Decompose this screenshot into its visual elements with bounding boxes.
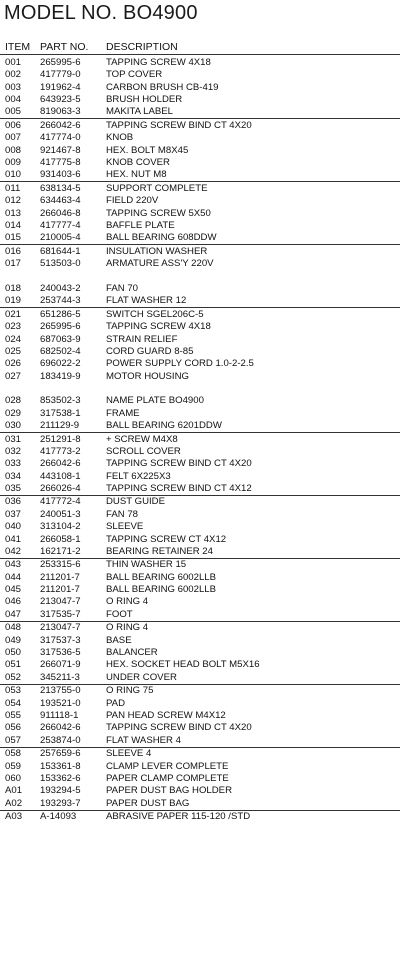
part-description: BALL BEARING 6002LLB (106, 584, 217, 595)
part-description: ARMATURE ASS'Y 220V (106, 258, 214, 269)
part-number: 251291-8 (40, 434, 81, 445)
table-row (0, 68, 400, 81)
item-number: A01 (5, 785, 23, 796)
item-number: 028 (5, 395, 22, 406)
part-number: 191962-4 (40, 82, 81, 93)
part-description: BASE (106, 635, 132, 646)
item-number: 052 (5, 672, 22, 683)
item-number: A03 (5, 811, 23, 822)
part-number: 193294-5 (40, 785, 81, 796)
part-number: 317538-1 (40, 408, 81, 419)
part-number: 345211-3 (40, 672, 80, 683)
part-description: BALL BEARING 6201DDW (106, 420, 222, 431)
part-description: TAPPING SCREW BIND CT 4X20 (106, 120, 252, 131)
item-number: 036 (5, 496, 22, 507)
item-number: 040 (5, 521, 22, 532)
item-number: 042 (5, 546, 22, 557)
part-description: SCROLL COVER (106, 446, 181, 457)
part-description: ABRASIVE PAPER 115-120 /STD (106, 811, 251, 822)
part-description: BAFFLE PLATE (106, 220, 175, 231)
header-item: ITEM (5, 41, 31, 53)
table-row (0, 595, 400, 608)
table-row (0, 721, 400, 734)
table-row (0, 457, 400, 470)
part-number: 193293-7 (40, 798, 81, 809)
part-number: 911118-1 (40, 710, 79, 721)
model-title: MODEL NO. BO4900 (4, 2, 198, 24)
part-description: SUPPORT COMPLETE (106, 183, 208, 194)
part-description: PAPER DUST BAG (106, 798, 190, 809)
part-number: 696022-2 (40, 358, 81, 369)
part-number: A-14093 (40, 811, 77, 822)
part-number: 687063-9 (40, 334, 81, 345)
item-number: 043 (5, 559, 22, 570)
part-number: 931403-6 (40, 169, 81, 180)
item-number: 058 (5, 748, 22, 759)
part-number: 266042-6 (40, 458, 81, 469)
item-number: 044 (5, 572, 22, 583)
part-description: HEX. BOLT M8X45 (106, 145, 189, 156)
item-number: 048 (5, 622, 22, 633)
table-row (0, 105, 400, 118)
table-row (0, 734, 400, 747)
part-number: 211201-7 (40, 584, 80, 595)
item-number: 046 (5, 596, 22, 607)
part-number: 266058-1 (40, 534, 81, 545)
part-number: 443108-1 (40, 471, 81, 482)
part-description: NAME PLATE BO4900 (106, 395, 204, 406)
table-row (0, 684, 400, 697)
table-row (0, 482, 400, 495)
item-number: 019 (5, 295, 22, 306)
table-row (0, 545, 400, 558)
header-description: DESCRIPTION (106, 41, 178, 53)
part-description: CLAMP LEVER COMPLETE (106, 761, 229, 772)
part-description: FELT 6X225X3 (106, 471, 171, 482)
table-row (0, 608, 400, 621)
part-description: KNOB (106, 132, 134, 143)
part-description: FRAME (106, 408, 140, 419)
part-number: 643923-5 (40, 94, 81, 105)
part-description: SLEEVE 4 (106, 748, 152, 759)
part-description: O RING 4 (106, 596, 149, 607)
item-number: 057 (5, 735, 22, 746)
part-description: TAPPING SCREW 4X18 (106, 321, 211, 332)
part-number: 266071-9 (40, 659, 81, 670)
part-description: KNOB COVER (106, 157, 170, 168)
item-number: 056 (5, 722, 22, 733)
part-description: FLAT WASHER 4 (106, 735, 181, 746)
item-number: 003 (5, 82, 22, 93)
part-description: CORD GUARD 8-85 (106, 346, 194, 357)
part-description: PAD (106, 698, 126, 709)
table-row (0, 231, 400, 244)
item-number: 049 (5, 635, 22, 646)
item-number: 059 (5, 761, 22, 772)
table-row (0, 495, 400, 508)
table-row (0, 194, 400, 207)
item-number: 026 (5, 358, 22, 369)
item-number: 013 (5, 208, 22, 219)
item-number: 014 (5, 220, 22, 231)
part-number: 266046-8 (40, 208, 81, 219)
part-description: TAPPING SCREW BIND CT 4X12 (106, 483, 252, 494)
item-number: 029 (5, 408, 22, 419)
part-number: 213047-7 (40, 622, 81, 633)
part-description: TAPPING SCREW CT 4X12 (106, 534, 227, 545)
part-number: 317535-7 (40, 609, 81, 620)
part-description: BALL BEARING 608DDW (106, 232, 217, 243)
item-number: 060 (5, 773, 22, 784)
item-number: 015 (5, 232, 22, 243)
part-number: 257659-6 (40, 748, 81, 759)
item-number: 009 (5, 157, 22, 168)
part-number: 651286-5 (40, 309, 81, 320)
item-number: 032 (5, 446, 22, 457)
part-number: 213047-7 (40, 596, 81, 607)
part-number: 265995-6 (40, 321, 81, 332)
table-row (0, 621, 400, 634)
part-description: TAPPING SCREW 5X50 (106, 208, 211, 219)
part-number: 317537-3 (40, 635, 81, 646)
table-row (0, 168, 400, 181)
part-number: 266042-6 (40, 722, 81, 733)
part-description: PAPER DUST BAG HOLDER (106, 785, 232, 796)
part-number: 253315-6 (40, 559, 81, 570)
part-number: 240051-3 (40, 509, 81, 520)
table-row (0, 131, 400, 144)
part-number: 193521-0 (40, 698, 81, 709)
part-number: 183419-9 (40, 371, 81, 382)
item-number: 018 (5, 283, 22, 294)
part-description: BEARING RETAINER 24 (106, 546, 213, 557)
item-number: 012 (5, 195, 22, 206)
part-number: 819063-3 (40, 106, 81, 117)
part-number: 417775-8 (40, 157, 81, 168)
part-number: 213755-0 (40, 685, 81, 696)
item-number: 047 (5, 609, 22, 620)
part-description: THIN WASHER 15 (106, 559, 187, 570)
item-number: 016 (5, 246, 22, 257)
item-number: 034 (5, 471, 22, 482)
table-row (0, 747, 400, 760)
part-number: 921467-8 (40, 145, 81, 156)
part-description: INSULATION WASHER (106, 246, 208, 257)
table-row (0, 810, 400, 823)
item-number: 027 (5, 371, 22, 382)
part-number: 853502-3 (40, 395, 81, 406)
table-row (0, 294, 400, 307)
table-row (0, 558, 400, 571)
part-description: MAKITA LABEL (106, 106, 174, 117)
part-description: DUST GUIDE (106, 496, 165, 507)
part-description: HEX. SOCKET HEAD BOLT M5X16 (106, 659, 260, 670)
part-description: FLAT WASHER 12 (106, 295, 187, 306)
item-number: 050 (5, 647, 22, 658)
item-number: 054 (5, 698, 22, 709)
part-description: FAN 70 (106, 283, 138, 294)
part-number: 253744-3 (40, 295, 81, 306)
part-description: FOOT (106, 609, 133, 620)
part-description: POWER SUPPLY CORD 1.0-2-2.5 (106, 358, 254, 369)
part-number: 211129-9 (40, 420, 80, 431)
table-row (0, 520, 400, 533)
item-number: 007 (5, 132, 22, 143)
item-number: 037 (5, 509, 22, 520)
part-number: 417773-2 (40, 446, 81, 457)
table-row (0, 394, 400, 407)
part-number: 317536-5 (40, 647, 81, 658)
item-number: 023 (5, 321, 22, 332)
part-number: 313104-2 (40, 521, 81, 532)
item-number: 025 (5, 346, 22, 357)
part-description: TAPPING SCREW BIND CT 4X20 (106, 458, 252, 469)
part-number: 210005-4 (40, 232, 81, 243)
part-description: UNDER COVER (106, 672, 177, 683)
part-number: 266026-4 (40, 483, 81, 494)
part-description: SLEEVE (106, 521, 144, 532)
table-row (0, 658, 400, 671)
part-number: 417777-4 (40, 220, 81, 231)
part-description: BRUSH HOLDER (106, 94, 183, 105)
item-number: 011 (5, 183, 21, 194)
part-description: TAPPING SCREW 4X18 (106, 57, 211, 68)
part-number: 253874-0 (40, 735, 81, 746)
part-number: 417774-0 (40, 132, 81, 143)
item-number: 004 (5, 94, 22, 105)
item-number: 051 (5, 659, 22, 670)
item-number: 017 (5, 258, 22, 269)
table-row (0, 784, 400, 797)
item-number: 031 (5, 434, 22, 445)
item-number: 006 (5, 120, 22, 131)
item-number: A02 (5, 798, 23, 809)
part-description: O RING 4 (106, 622, 149, 633)
item-number: 005 (5, 106, 22, 117)
part-number: 240043-2 (40, 283, 81, 294)
part-number: 162171-2 (40, 546, 81, 557)
part-description: PAN HEAD SCREW M4X12 (106, 710, 226, 721)
part-number: 153361-8 (40, 761, 81, 772)
part-description: MOTOR HOUSING (106, 371, 189, 382)
item-number: 024 (5, 334, 22, 345)
table-row (0, 797, 400, 810)
header-part-no: PART NO. (40, 41, 89, 53)
part-number: 638134-5 (40, 183, 81, 194)
item-number: 002 (5, 69, 22, 80)
table-row (0, 257, 400, 270)
item-number: 055 (5, 710, 22, 721)
item-number: 010 (5, 169, 22, 180)
part-description: BALL BEARING 6002LLB (106, 572, 217, 583)
part-description: FAN 78 (106, 509, 138, 520)
part-number: 153362-6 (40, 773, 81, 784)
part-description: TOP COVER (106, 69, 163, 80)
part-number: 211201-7 (40, 572, 80, 583)
part-number: 265995-6 (40, 57, 81, 68)
table-row (0, 671, 400, 684)
part-description: CARBON BRUSH CB-419 (106, 82, 219, 93)
item-number: 035 (5, 483, 22, 494)
item-number: 041 (5, 534, 22, 545)
table-row (0, 320, 400, 333)
part-number: 417779-0 (40, 69, 81, 80)
part-number: 634463-4 (40, 195, 81, 206)
part-number: 266042-6 (40, 120, 81, 131)
part-description: PAPER CLAMP COMPLETE (106, 773, 229, 784)
part-description: FIELD 220V (106, 195, 159, 206)
table-row (0, 357, 400, 370)
item-number: 021 (5, 309, 22, 320)
part-number: 417772-4 (40, 496, 81, 507)
part-number: 513503-0 (40, 258, 81, 269)
part-description: HEX. NUT M8 (106, 169, 167, 180)
divider-line (0, 54, 400, 55)
item-number: 053 (5, 685, 22, 696)
table-row (0, 419, 400, 432)
part-description: + SCREW M4X8 (106, 434, 178, 445)
part-description: STRAIN RELIEF (106, 334, 178, 345)
item-number: 045 (5, 584, 22, 595)
part-description: O RING 75 (106, 685, 154, 696)
part-description: TAPPING SCREW BIND CT 4X20 (106, 722, 252, 733)
part-description: SWITCH SGEL206C-5 (106, 309, 204, 320)
item-number: 030 (5, 420, 22, 431)
part-number: 681644-1 (40, 246, 81, 257)
part-number: 682502-4 (40, 346, 81, 357)
item-number: 001 (5, 57, 22, 68)
item-number: 033 (5, 458, 22, 469)
part-description: BALANCER (106, 647, 158, 658)
item-number: 008 (5, 145, 22, 156)
